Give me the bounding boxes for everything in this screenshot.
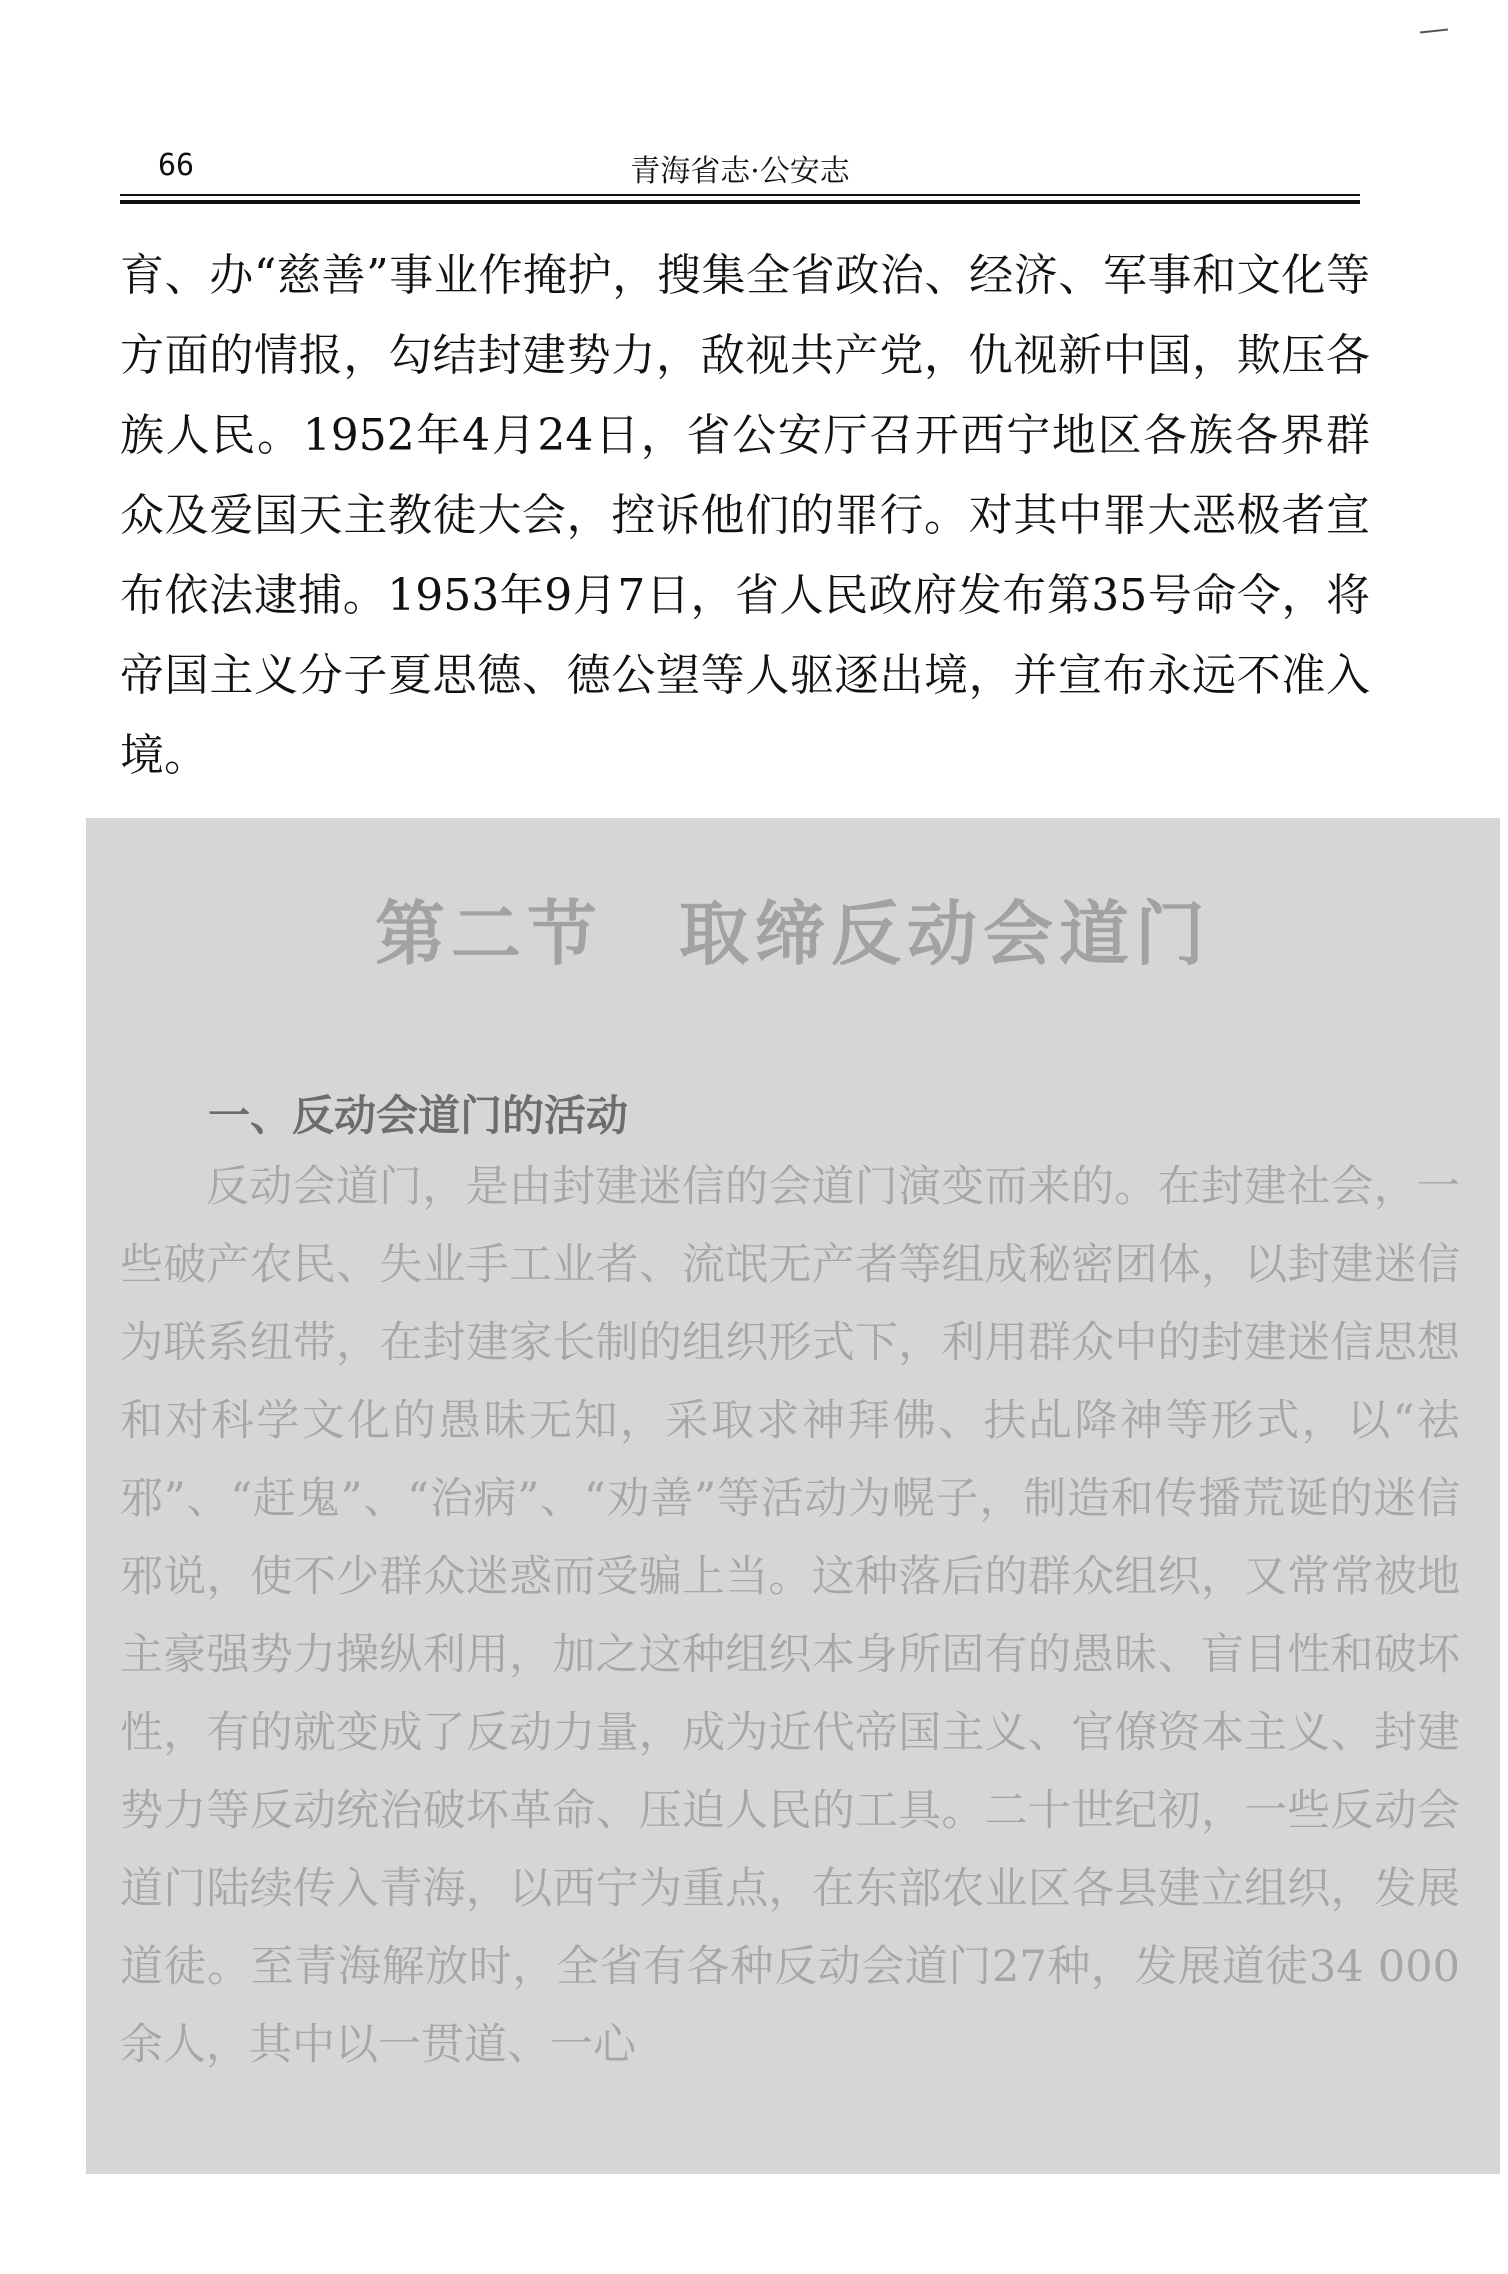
subheading: 一、反动会道门的活动	[208, 1091, 629, 1140]
body-paragraph: 育、办“慈善”事业作掩护，搜集全省政治、经济、军事和文化等方面的情报，勾结封建势力，敌视共产党，仇视新中国，欺压各族人民。1952年4月24日，省公安厅召开西宁地区各族各界群众及爱国天主教徒大会，控诉他们的罪行。对其中罪大恶极者宣布依法逮捕。1953年9月7日，省人民政府发布第35号命令，将帝国主义分子夏思德、德公望等人驱逐出境，并宣布永远不准入境。	[120, 250, 1370, 781]
header-rule-thin	[120, 194, 1360, 196]
section-paragraph: 反动会道门，是由封建迷信的会道门演变而来的。在封建社会，一些破产农民、失业手工业者、流氓无产者等组成秘密团体，以封建迷信为联系纽带，在封建家长制的组织形式下，利用群众中的封建迷信思想和对科学文化的愚昧无知，采取求神拜佛、扶乩降神等形式，以“祛邪”、“赶鬼”、“治病”、“劝善”等活动为幌子，制造和传播荒诞的迷信邪说，使不少群众迷惑而受骗上当。这种落后的群众组织，又常常被地主豪强势力操纵利用，加之这种组织本身所固有的愚昧、盲目性和破坏性，有的就变成了反动力量，成为近代帝国主义、官僚资本主义、封建势力等反动统治破坏革命、压迫人民的工具。二十世纪初，一些反动会道门陆续传入青海，以西宁为重点，在东部农业区各县建立组织，发展道徒。至青海解放时，全省有各种反动会道门27种，发展道徒34 000余人，其中以一贯道、一心	[120, 1162, 1460, 2070]
top-text-block	[120, 236, 1370, 796]
header-rule-thick	[120, 200, 1360, 204]
scan-mark	[1420, 29, 1448, 34]
section-title: 第二节 取缔反动会道门	[375, 892, 1211, 975]
running-title: 青海省志·公安志	[630, 154, 850, 189]
page-header	[120, 130, 1360, 196]
page-number: 66	[158, 148, 195, 183]
shaded-section	[86, 818, 1500, 2174]
